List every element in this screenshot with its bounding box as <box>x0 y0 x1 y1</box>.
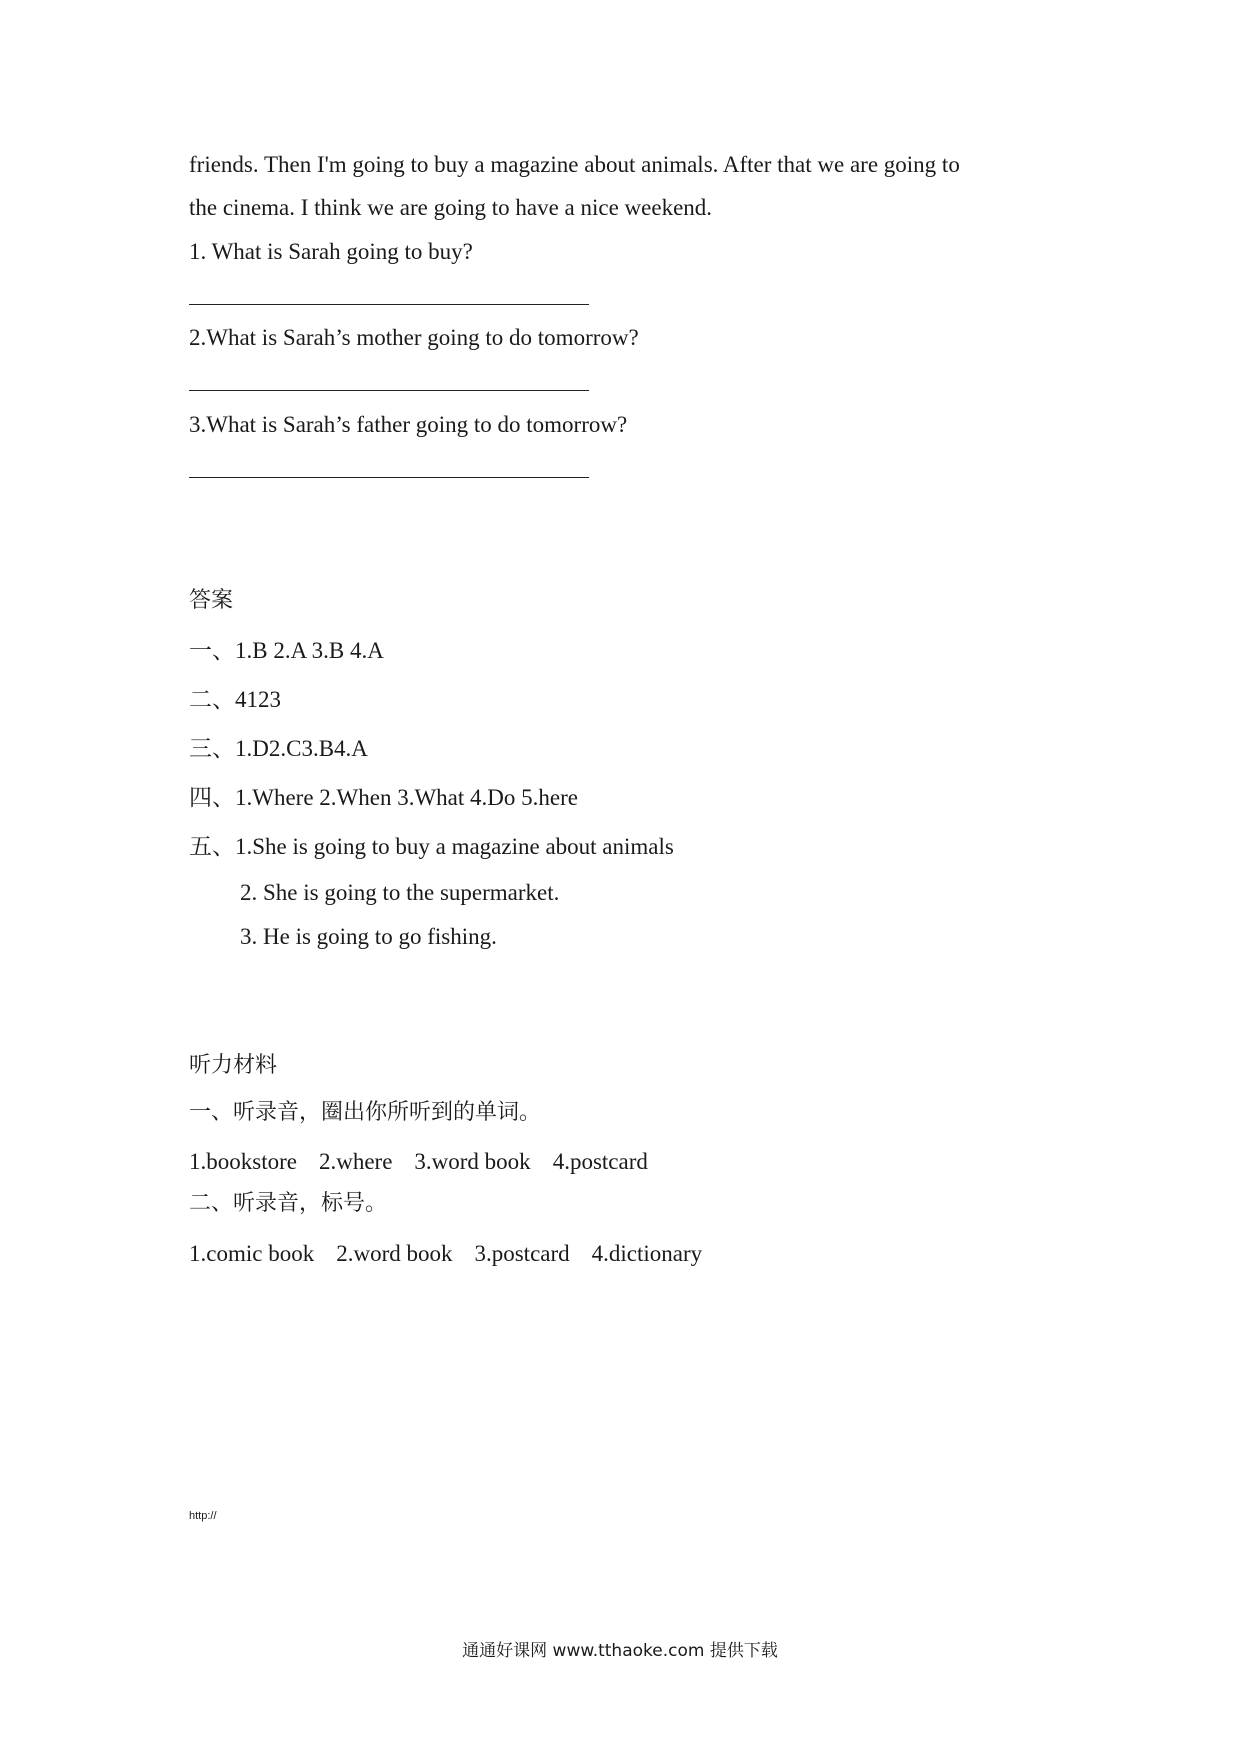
answer-sub-item-2: 2. She is going to the supermarket. <box>240 880 560 905</box>
question-1: 1. What is Sarah going to buy? <box>189 239 473 264</box>
listening-section-2-title: 二、听录音，标号。 <box>189 1191 388 1216</box>
word-item: 3.postcard <box>474 1241 570 1266</box>
answer-item-3: 三、1.D2.C3.B4.A <box>189 736 368 761</box>
answer-item-5: 五、1.She is going to buy a magazine about animals <box>189 834 674 859</box>
listening-heading: 听力材料 <box>189 1053 278 1078</box>
word-item: 4.postcard <box>552 1149 648 1174</box>
question-2: 2.What is Sarah’s mother going to do tomorrow? <box>189 325 639 350</box>
answer-blank-2[interactable] <box>189 390 589 391</box>
footer-suffix: 提供下载 <box>709 1641 778 1661</box>
passage-line-1: friends. Then I'm going to buy a magazine about animals. After that we are going to <box>189 152 960 177</box>
word-item: 4.dictionary <box>591 1241 703 1266</box>
answer-blank-1[interactable] <box>189 304 589 305</box>
listening-section-1-words <box>189 1150 648 1173</box>
word-item: 1.bookstore <box>189 1149 297 1174</box>
answer-item-2: 二、4123 <box>189 687 281 712</box>
footer-site-name: 通通好课网 <box>462 1641 548 1661</box>
word-item: 3.word book <box>414 1149 531 1174</box>
url-text[interactable]: http:// <box>189 1510 217 1522</box>
footer <box>0 1636 1240 1661</box>
passage-line-2: the cinema. I think we are going to have a nice weekend. <box>189 195 713 220</box>
listening-section-2-words <box>189 1242 702 1265</box>
question-3: 3.What is Sarah’s father going to do tomorrow? <box>189 412 628 437</box>
listening-section-1-title: 一、听录音，圈出你所听到的单词。 <box>189 1100 542 1125</box>
answer-item-4: 四、1.Where 2.When 3.What 4.Do 5.here <box>189 785 578 810</box>
answer-item-1: 一、1.B 2.A 3.B 4.A <box>189 638 384 663</box>
word-item: 2.word book <box>336 1241 453 1266</box>
answer-sub-item-3: 3. He is going to go fishing. <box>240 924 497 949</box>
footer-site-url[interactable]: www.tthaoke.com <box>552 1641 705 1661</box>
answer-blank-3[interactable] <box>189 477 589 478</box>
word-item: 2.where <box>318 1149 393 1174</box>
answers-heading: 答案 <box>189 588 234 613</box>
word-item: 1.comic book <box>189 1241 315 1266</box>
